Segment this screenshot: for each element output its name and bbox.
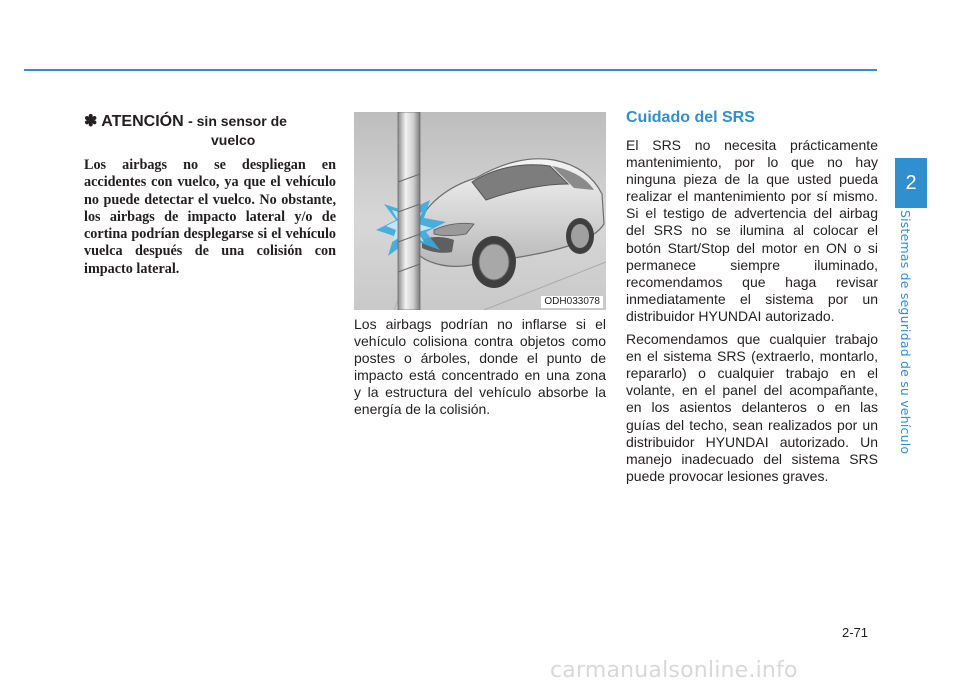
srs-title: Cuidado del SRS: [626, 109, 755, 126]
attention-note: [84, 111, 336, 278]
chapter-tab: 2: [895, 158, 927, 208]
attention-subtitle-1: - sin sensor de: [188, 113, 287, 129]
attention-title: ATENCIÓN: [101, 113, 184, 130]
chapter-title-wrap: [895, 210, 927, 455]
attention-body: Los airbags no se despliegan en accidentes con vuelco, ya que el vehículo no puede detectar el vuelco. No obstante, los airbags de impacto lateral y/o de cortina podrían desplegarse si el vehículo vuelca después de una colisión con impacto lateral.: [84, 157, 336, 277]
srs-paragraph-2: Recomendamos que cualquier trabajo en el sistema SRS (extraerlo, montarlo, repararlo) o cualquier trabajo en el volante, en el panel del acompañante, en los asientos delanteros o en las guías del techo, sean realizados por un distribuidor HYUNDAI autorizado. Un manejo inadecuado del sistema SRS puede provocar lesiones graves.: [626, 331, 878, 484]
middle-column: [354, 112, 606, 419]
attention-subtitle-2: vuelco: [211, 132, 256, 148]
watermark: carmanualsonline.info: [550, 658, 798, 683]
header-rule: [24, 69, 877, 71]
middle-body: Los airbags podrían no inflarse si el vehículo colisiona contra objetos como postes o árboles, donde el punto de impacto está concentrado en una zona y la estructura del vehículo absorbe la energía de la colisión.: [354, 316, 606, 418]
car-collision-image: [354, 112, 606, 310]
page-number: 2-71: [842, 625, 869, 640]
srs-paragraph-1: El SRS no necesita prácticamente mantenimiento, por lo que no hay ninguna pieza de la que usted pueda realizar el mantenimiento por sí mismo. Si el testigo de advertencia del airbag del SRS no se ilumina al colocar el botón Start/Stop del motor en ON o si permanece siempre iluminado, recomendamos que haga revisar inmediatamente el sistema por un distribuidor HYUNDAI autorizado.: [626, 137, 878, 324]
chapter-title: Sistemas de seguridad de su vehículo: [898, 210, 913, 455]
figure-code: ODH033078: [541, 296, 603, 308]
car-pole-illustration: [354, 112, 606, 310]
srs-care-section: [626, 108, 878, 485]
attention-symbol: ✽: [84, 113, 98, 130]
attention-heading: [84, 111, 336, 132]
